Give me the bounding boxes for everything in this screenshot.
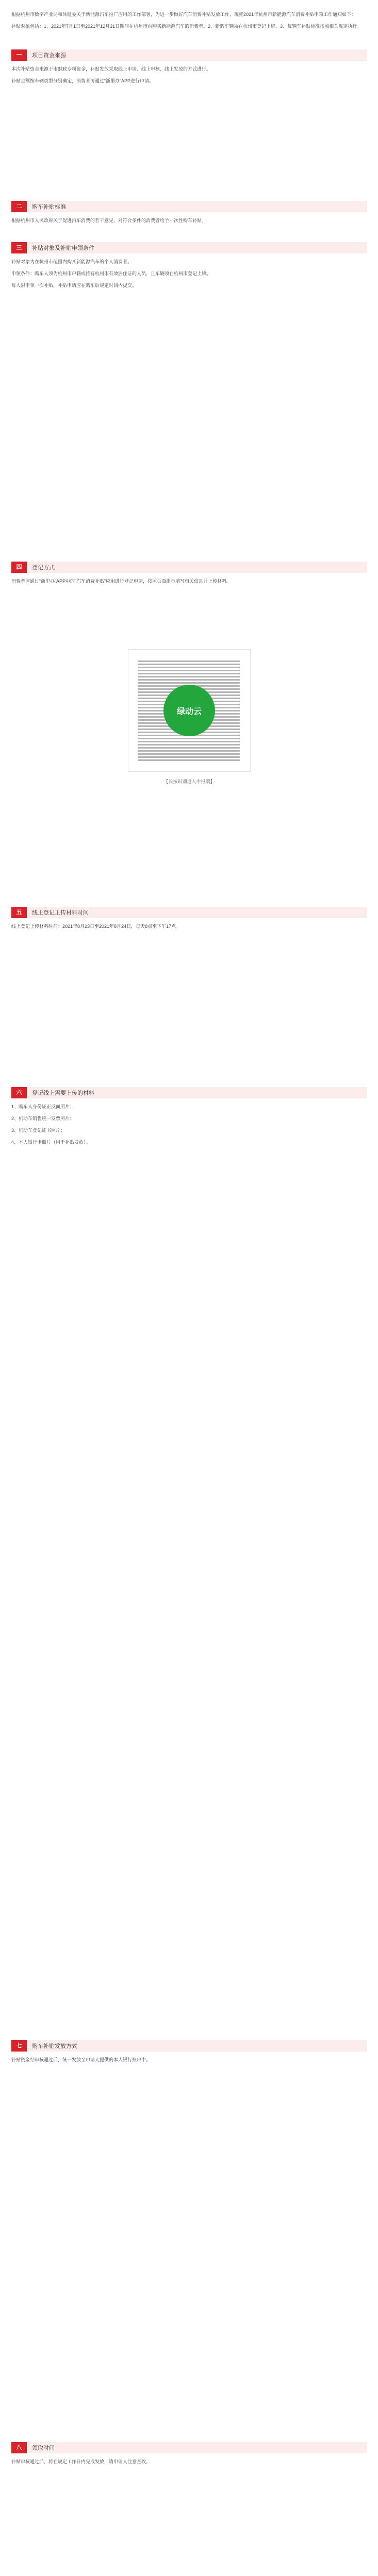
app-logo: 绿动云 — [163, 685, 215, 736]
section-title: 领取时间 — [32, 2445, 55, 2451]
section-paragraph: 补贴审核通过后，将在规定工作日内完成发放，请申请人注意查收。 — [11, 2459, 151, 2464]
section-paragraph: 3、机动车登记证书照片； — [11, 1128, 65, 1133]
section-body-2 — [11, 216, 367, 228]
section-paragraph: 申领条件：购车人须为杭州市户籍或持有杭州市有效居住证的人员，且车辆须在杭州市登记上牌。 — [11, 271, 211, 276]
section-header-6 — [11, 1087, 367, 1098]
section-title: 线上登记上传材料时间 — [32, 910, 89, 916]
section-number: 三 — [11, 242, 27, 253]
section-paragraph: 补贴金额按车辆类型分别确定，消费者可通过“浙里办”APP进行申请。 — [11, 78, 154, 83]
section-header-8 — [11, 2442, 367, 2453]
section-title: 补贴对象及补贴申领条件 — [32, 245, 94, 251]
section-title: 购车补贴发放方式 — [32, 2043, 77, 2049]
section-number: 五 — [11, 907, 27, 918]
section-number: 七 — [11, 2040, 27, 2052]
section-header-2 — [11, 201, 367, 212]
section-header-3 — [11, 242, 367, 253]
section-paragraph: 根据杭州市人民政府关于促进汽车消费的若干意见，对符合条件的消费者给予一次性购车补贴。 — [11, 218, 207, 223]
section-title: 购车补贴标准 — [32, 204, 66, 210]
section-body-7 — [11, 2056, 367, 2067]
section-paragraph: 4、本人银行卡照片（用于补贴发放）。 — [11, 1140, 91, 1145]
section-body-8 — [11, 2458, 367, 2469]
section-header-7 — [11, 2040, 367, 2052]
section-body-1 — [11, 65, 367, 89]
qr-code[interactable] — [128, 649, 251, 772]
section-number: 二 — [11, 201, 27, 212]
section-number: 一 — [11, 49, 27, 61]
section-number: 八 — [11, 2442, 27, 2453]
section-paragraph: 补贴对象为在杭州市范围内购买新能源汽车的个人消费者。 — [11, 259, 133, 264]
section-paragraph: 线上登记上传材料时间：2021年8月23日至2021年8月24日，每天8点至下午17点。 — [11, 924, 181, 929]
section-title: 登记方式 — [32, 565, 55, 571]
section-header-5 — [11, 907, 367, 918]
section-header-1 — [11, 49, 367, 61]
section-header-4 — [11, 562, 367, 573]
qr-caption: 【长按识别进入申报端】 — [163, 779, 215, 784]
section-paragraph: 补贴资金经审核通过后，统一发放至申请人提供的本人银行账户中。 — [11, 2057, 151, 2062]
intro-paragraph-2: 补贴对象包括：1、2021年7月1日至2021年12月31日期间在杭州市内购买新能源汽车的消费者。2、新购车辆须在杭州市登记上牌。3、每辆车补贴标准按照相关规定执行。 — [11, 24, 362, 29]
section-title: 项目资金来源 — [32, 53, 66, 59]
section-paragraph: 每人限申领一次补贴，补贴申请应在购车后规定时间内提交。 — [11, 283, 137, 288]
section-paragraph: 本次补贴资金来源于市财政专项资金，补贴发放采取线上申请、线上审核、线上发放的方式进行。 — [11, 66, 211, 72]
section-body-5 — [11, 922, 367, 934]
section-body-3 — [11, 258, 367, 293]
intro — [11, 10, 367, 34]
intro-paragraph-1: 根据杭州市数字产业局和体健委关于新能源汽车推广应用的工作部署，为进一步做好汽车消费补贴发放工作，现就2021年杭州市新能源汽车消费补贴申领工作通知如下： — [11, 12, 356, 17]
section-number: 四 — [11, 562, 27, 573]
section-title: 登记线上需要上传的材料 — [32, 1090, 94, 1096]
section-paragraph: 1、购车人身份证正反面照片； — [11, 1104, 75, 1109]
section-paragraph: 消费者应通过“浙里办”APP中的“汽车消费补贴”应用进行登记申请，按照页面提示填写相关信息并上传材料。 — [11, 579, 231, 584]
section-body-4 — [11, 577, 367, 589]
section-body-6 — [11, 1103, 367, 1150]
section-paragraph: 2、机动车销售统一发票照片； — [11, 1116, 75, 1121]
section-number: 六 — [11, 1087, 27, 1098]
